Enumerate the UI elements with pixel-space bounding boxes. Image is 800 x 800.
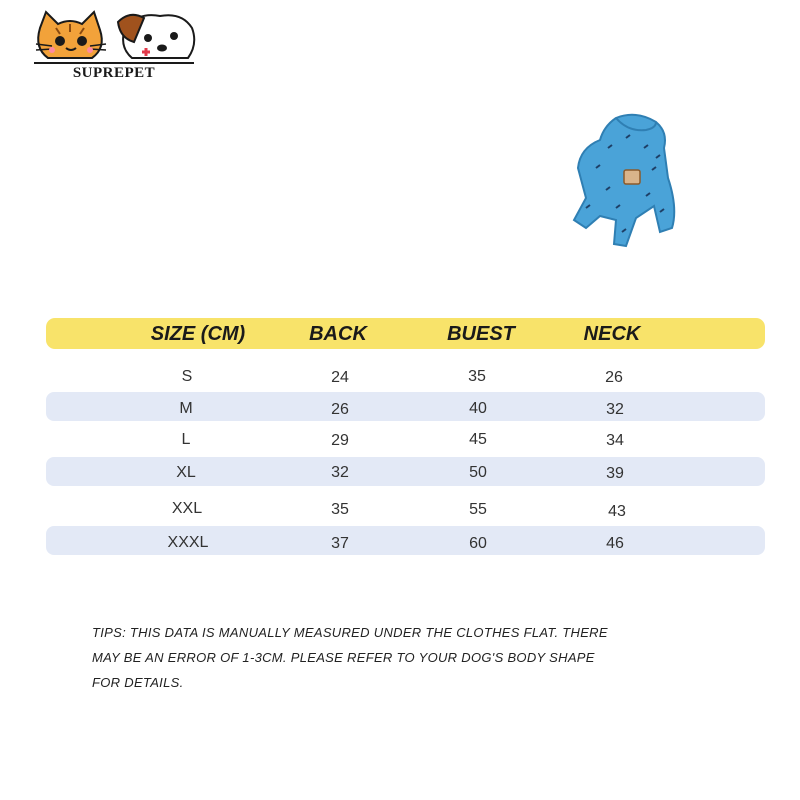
bust-cell: 45 — [469, 431, 487, 448]
back-cell: 37 — [331, 535, 349, 552]
size-cell: S — [181, 368, 193, 385]
size-cell: L — [181, 431, 191, 448]
size-cell: XXL — [171, 500, 203, 517]
brand-name: SUPREPET — [34, 62, 194, 82]
size-cell: XL — [176, 464, 196, 481]
bust-cell: 60 — [469, 535, 487, 552]
header-neck: NECK — [583, 323, 641, 345]
header-bust: BUEST — [447, 323, 515, 345]
bust-cell: 50 — [469, 464, 487, 481]
header-size: SIZE (CM) — [150, 323, 246, 345]
neck-cell: 32 — [606, 401, 624, 418]
size-cell: M — [179, 400, 193, 417]
tips-line: MAY BE AN ERROR OF 1-3CM. PLEASE REFER TO YOUR DOG'S BODY SHAPE — [92, 650, 595, 665]
neck-cell: 39 — [606, 465, 624, 482]
bust-cell: 35 — [468, 368, 486, 385]
neck-cell: 26 — [605, 369, 623, 386]
tips-line: FOR DETAILS. — [92, 675, 184, 690]
neck-cell: 46 — [606, 535, 624, 552]
back-cell: 29 — [331, 432, 349, 449]
measurement-tips — [92, 620, 692, 695]
bust-cell: 55 — [469, 501, 487, 518]
back-cell: 32 — [331, 464, 349, 481]
back-cell: 24 — [331, 369, 349, 386]
neck-cell: 43 — [608, 503, 626, 520]
back-cell: 26 — [331, 401, 349, 418]
header-back: BACK — [309, 323, 367, 345]
tips-line: TIPS: THIS DATA IS MANUALLY MEASURED UNDER THE CLOTHES FLAT. THERE — [92, 625, 608, 640]
back-cell: 35 — [331, 501, 349, 518]
bust-cell: 40 — [469, 400, 487, 417]
neck-cell: 34 — [606, 432, 624, 449]
size-cell: XXXL — [167, 534, 209, 551]
